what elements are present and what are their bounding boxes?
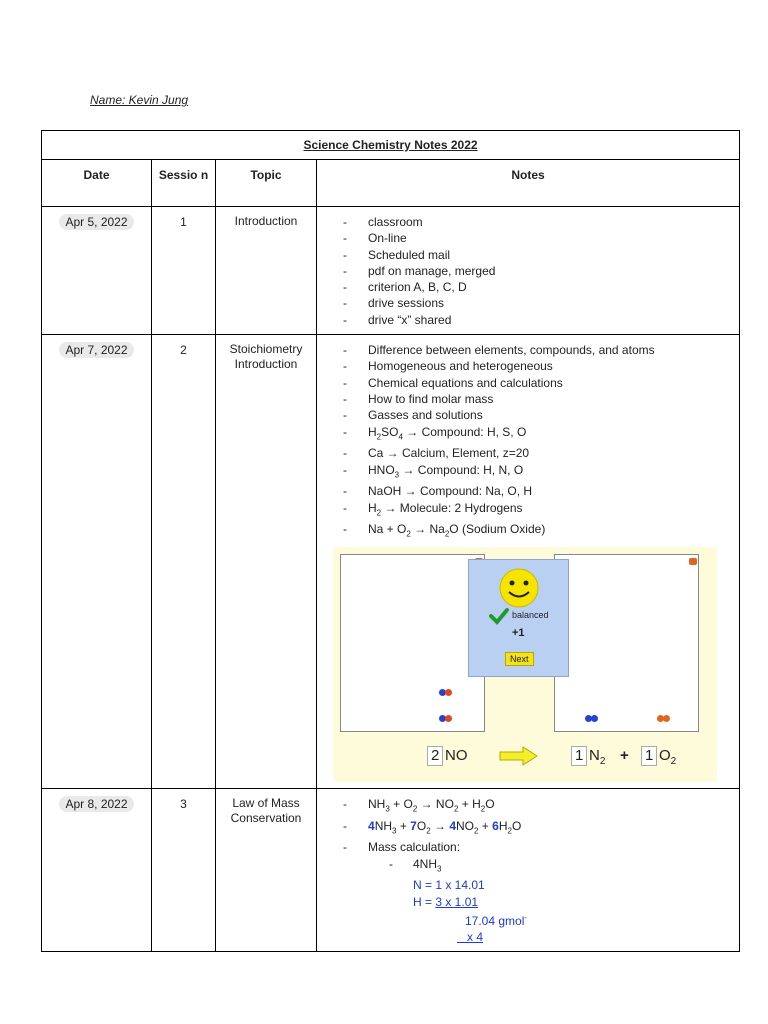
date-chip[interactable]: Apr 7, 2022 (59, 342, 133, 358)
products-box (554, 554, 699, 732)
list-item: - On-line (341, 230, 733, 246)
date-chip[interactable]: Apr 5, 2022 (59, 214, 133, 230)
list-item-hno3: - $HNO_3$ → Compound: H, N, O (341, 462, 733, 484)
balanced-label: balanced (512, 609, 549, 620)
species-n2: $N_2$ (589, 746, 606, 767)
list-item: - How to find molar mass (341, 391, 733, 407)
result-dialog (468, 559, 569, 677)
checkmark-icon (489, 607, 509, 625)
table-row (42, 335, 740, 789)
student-name: Name: Kevin Jung (90, 93, 189, 107)
list-item-na: - $Na + O_2 \to Na_2O$ (Sodium Oxide) (341, 521, 733, 543)
balancing-simulation (333, 547, 717, 782)
list-item: - Scheduled mail (341, 247, 733, 263)
h-line: H = 3 x 1.01 (413, 894, 479, 909)
list-item: - drive “x” shared (341, 312, 733, 328)
header-date: Date (42, 160, 152, 207)
topic: Introduction (216, 207, 317, 335)
total-line: 17.04 gmol- (465, 912, 528, 928)
mass-item: - $4NH_3$ (389, 856, 442, 873)
species-no: NO (445, 746, 468, 764)
smiley-icon (498, 567, 540, 609)
reactants-box (340, 554, 485, 732)
coefficient-no-input[interactable]: 2 (427, 746, 443, 766)
list-item: - Chemical equations and calculations (341, 375, 733, 391)
o2-molecule-icon (657, 715, 671, 722)
topic-line: Introduction (234, 357, 298, 372)
table-title: Science Chemistry Notes 2022 (42, 131, 740, 160)
session-number: 3 (152, 788, 216, 952)
topic (216, 335, 317, 789)
table-row (42, 207, 740, 335)
coefficient-n2-input[interactable]: 1 (571, 746, 587, 766)
header-session: Sessio n (152, 160, 216, 207)
no-molecule-icon (439, 715, 453, 722)
header-topic: Topic (216, 160, 317, 207)
coefficient-o2-input[interactable]: 1 (641, 746, 657, 766)
no-molecule-icon (439, 689, 453, 696)
plus-sign: + (620, 746, 629, 764)
list-item-h2: - $H_2$ → Molecule: 2 Hydrogens (341, 500, 733, 522)
list-item-balanced-equation: - $4NH_3 + 7O_2 \to 4NO_2 + 6H_2O$ (341, 818, 733, 840)
score-label: +1 (512, 626, 525, 639)
header-notes: Notes (317, 160, 740, 207)
session-number: 1 (152, 207, 216, 335)
n2-molecule-icon (585, 715, 599, 722)
list-item: - Difference between elements, compounds, and atoms (341, 342, 733, 358)
topic-line: Law of Mass (232, 795, 300, 810)
list-item: - Gasses and solutions (341, 407, 733, 423)
date-chip[interactable]: Apr 8, 2022 (59, 796, 133, 812)
list-item-h2so4: - $H_2SO_4$ → Compound: H, S, O (341, 424, 733, 446)
list-item: - Homogeneous and heterogeneous (341, 358, 733, 374)
notes-table (41, 130, 740, 952)
session-number: 2 (152, 335, 216, 789)
mass-calculation (387, 856, 733, 946)
n-line: N = 1 x 14.01 (413, 878, 485, 893)
notes-list (341, 342, 733, 543)
collapse-products-icon[interactable] (689, 558, 697, 565)
next-button[interactable]: Next (505, 652, 534, 666)
list-item: - pdf on manage, merged (341, 263, 733, 279)
list-item: - criterion A, B, C, D (341, 279, 733, 295)
table-row (42, 788, 740, 952)
list-item: - drive sessions (341, 295, 733, 311)
topic-line: Stoichiometry (229, 342, 303, 357)
topic-line: Conservation (230, 810, 302, 825)
species-o2: $O_2$ (659, 746, 677, 767)
list-item-mass-label: - Mass calculation: (341, 839, 733, 855)
list-item-equation: - $NH_3 + O_2 \to NO_2 + H_2O$ (341, 796, 733, 818)
list-item: - classroom (341, 214, 733, 230)
times-line: x 4 (457, 930, 484, 945)
list-item-naoh: - NaOH → Compound: Na, O, H (341, 483, 733, 499)
topic (216, 788, 317, 952)
notes-list (341, 214, 733, 328)
list-item-ca: - Ca → Calcium, Element, z=20 (341, 445, 733, 461)
reaction-arrow-icon (499, 745, 539, 767)
notes-list (341, 796, 733, 856)
